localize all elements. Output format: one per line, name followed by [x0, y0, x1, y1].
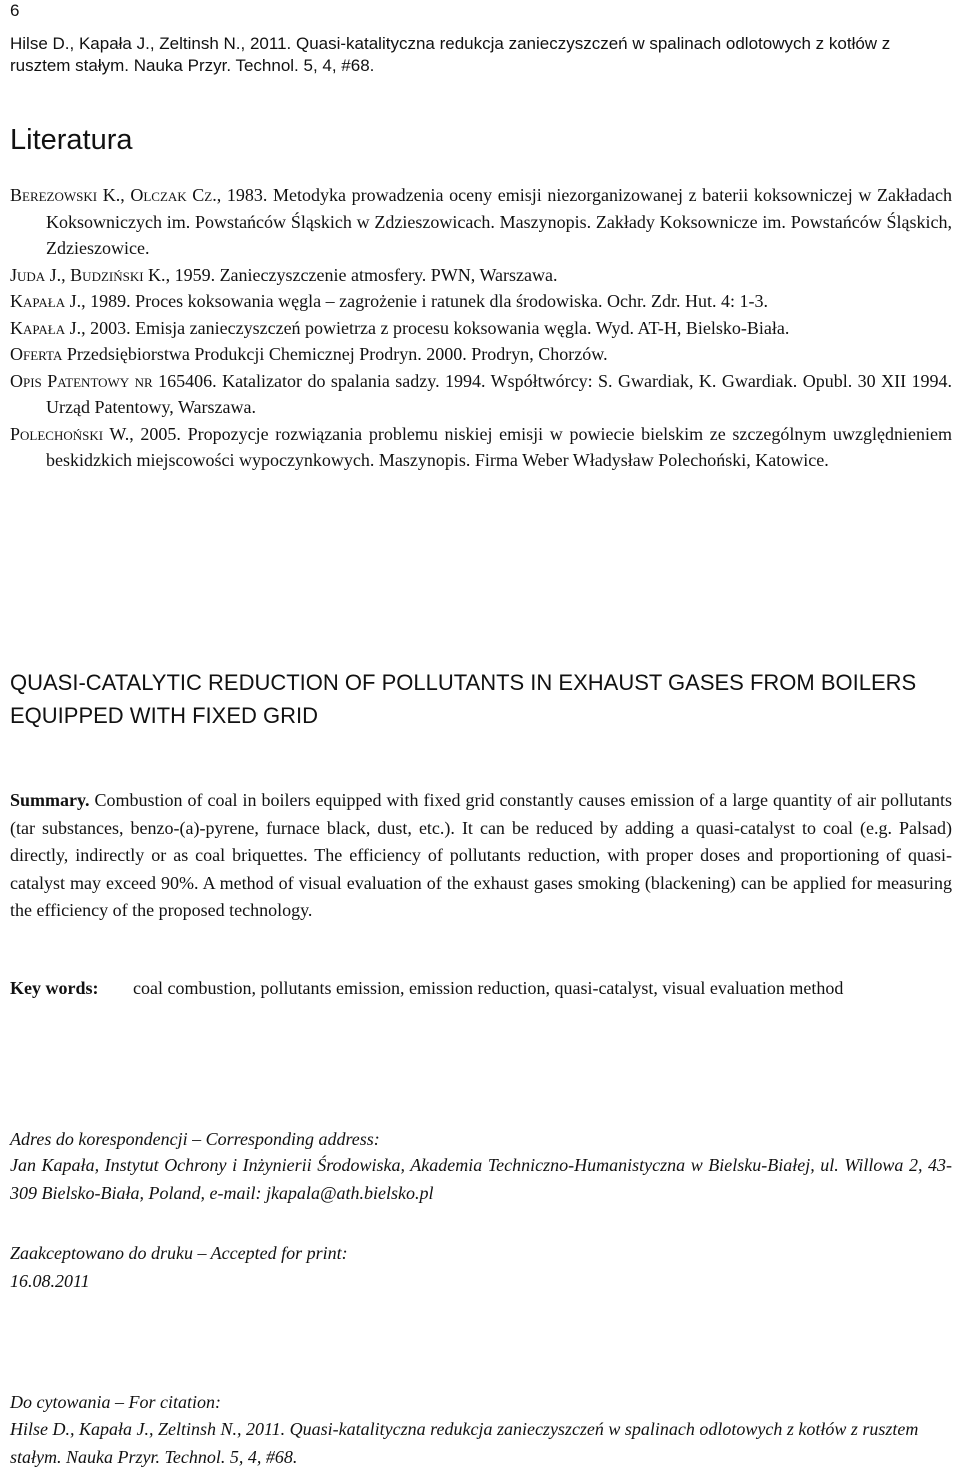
- correspondence-address: Jan Kapała, Instytut Ochrony i Inżynierii Środowiska, Akademia Techniczno-Humanistyczna w Bielsku-Białej, ul. Willowa 2, 43-309 Bielsko-Biała, Poland, e-mail: jkapala@ath.bielsko.pl: [10, 1155, 952, 1203]
- citation-label: Do cytowania – For citation:: [10, 1392, 221, 1412]
- reference-text: , 2003. Emisja zanieczyszczeń powietrza z procesu koksowania węgla. Wyd. AT-H, Bielsko-Biała.: [81, 317, 790, 338]
- reference-item: [10, 341, 952, 368]
- reference-text: , 1959. Zanieczyszczenie atmosfery. PWN, Warszawa.: [165, 264, 558, 285]
- reference-item: [10, 368, 952, 421]
- english-title: QUASI-CATALYTIC REDUCTION OF POLLUTANTS IN EXHAUST GASES FROM BOILERS EQUIPPED WITH FIXED GRID: [10, 670, 917, 728]
- reference-author: Kapała J.: [10, 317, 82, 338]
- keywords-text: coal combustion, pollutants emission, emission reduction, quasi-catalyst, visual evaluation method: [133, 978, 844, 998]
- literature-heading: Literatura: [10, 124, 133, 156]
- reference-item: [10, 421, 952, 474]
- reference-item: [10, 262, 952, 289]
- reference-author: Juda J., Budziński K.: [10, 264, 166, 285]
- reference-author: Polechoński W.: [10, 423, 130, 444]
- summary-text: Combustion of coal in boilers equipped with fixed grid constantly causes emission of a large quantity of air pollutants (tar substances, benzo-(a)-pyrene, furnace black, dust, etc.). It can be reduced by adding a quasi-catalyst to coal (e.g. Palsad) directly, indirectly or as coal briquettes. The efficiency of pollutants reduction, with proper doses and proportioning of quasi-catalyst may exceed 90%. A method of visual evaluation of the exhaust gases smoking (blackening) can be applied for measuring the efficiency of the proposed technology.: [10, 790, 952, 921]
- reference-author: Opis Patentowy nr: [10, 370, 153, 391]
- reference-author: Berezowski K., Olczak Cz.: [10, 185, 217, 205]
- reference-author: Oferta: [10, 344, 63, 364]
- reference-item: [10, 315, 952, 342]
- keywords-label: Key words:: [10, 978, 99, 998]
- reference-text: , 1983. Metodyka prowadzenia oceny emisji niezorganizowanej z baterii koksowniczej w Zakładach Koksowniczych im. Powstańców Śląskich w Zdzieszowicach. Maszynopis. Zakłady Koksownicze im. Powstańców Śląskich, Zdzieszowice.: [46, 185, 952, 258]
- reference-author: Kapała J.: [10, 291, 82, 311]
- reference-text: , 2005. Propozycje rozwiązania problemu niskiej emisji w powiecie bielskim ze szczególnym uwzględnieniem beskidzkich miejscowości wypoczynkowych. Maszynopis. Firma Weber Władysław Polechoński, Katowice.: [46, 423, 953, 470]
- header-citation: Hilse D., Kapała J., Zeltinsh N., 2011. Quasi-katalityczna redukcja zanieczyszczeń w spalinach odlotowych z kotłów z rusztem stałym. Nauka Przyr. Technol. 5, 4, #68.: [10, 34, 891, 75]
- citation-text: Hilse D., Kapała J., Zeltinsh N., 2011. Quasi-katalityczna redukcja zanieczyszczeń w spalinach odlotowych z kotłów z rusztem stałym. Nauka Przyr. Technol. 5, 4, #68.: [10, 1419, 919, 1467]
- correspondence-label: Adres do korespondencji – Corresponding address:: [10, 1129, 380, 1149]
- keywords-block: [10, 974, 952, 1002]
- reference-text: , 1989. Proces koksowania węgla – zagrożenie i ratunek dla środowiska. Ochr. Zdr. Hut. 4: 1-3.: [81, 291, 768, 311]
- reference-list: [10, 182, 952, 474]
- reference-text: Przedsiębiorstwa Produkcji Chemicznej Prodryn. 2000. Prodryn, Chorzów.: [62, 344, 608, 364]
- accepted-label: Zaakceptowano do druku – Accepted for print:: [10, 1243, 348, 1263]
- reference-item: [10, 288, 952, 315]
- reference-text: 165406. Katalizator do spalania sadzy. 1994. Współtwórcy: S. Gwardiak, K. Gwardiak. Opubl. 30 XII 1994. Urząd Patentowy, Warszawa.: [46, 370, 953, 417]
- summary-label: Summary.: [10, 790, 90, 810]
- reference-item: [10, 182, 952, 262]
- summary-paragraph: [10, 787, 952, 925]
- page-number: 6: [10, 1, 20, 20]
- accepted-date: 16.08.2011: [10, 1271, 90, 1291]
